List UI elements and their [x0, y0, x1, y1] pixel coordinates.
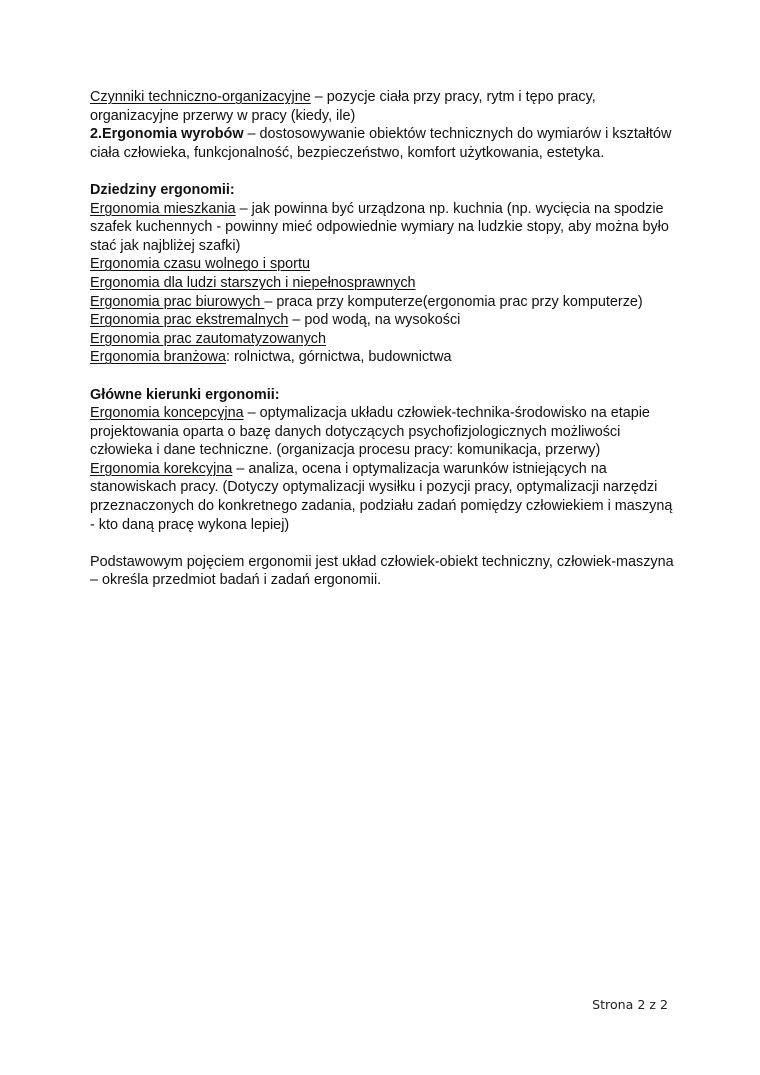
- page-content: [90, 88, 680, 590]
- paragraph-summary: Podstawowym pojęciem ergonomii jest układ człowiek-obiekt techniczny, człowiek-maszyna – określa przedmiot badań i zadań ergonomii.: [90, 553, 674, 589]
- text-koncepcyjna: – optymalizacja układu człowiek-technika-środowisko na etapie projektowania oparta o bazę danych dotyczących psychofizjologicznych możliwości człowieka i dane techniczne. (organizacja procesu pracy: komunikacja, przerwy): [90, 405, 650, 459]
- paragraph-ergonomia-wyrobow: [90, 125, 680, 162]
- heading-kierunki: Główne kierunki ergonomii:: [90, 386, 280, 403]
- page-number: Strona 2 z 2: [592, 997, 668, 1012]
- term-koncepcyjna: Ergonomia koncepcyjna: [90, 405, 244, 422]
- heading-dziedziny: Dziedziny ergonomii:: [90, 181, 235, 198]
- text-mieszkania: – jak powinna być urządzona np. kuchnia (np. wycięcia na spodzie szafek kuchennych - powinny mieć odpowiednie wymiary na ludzkie stopy, aby można było stać jak najbliżej szafki): [90, 200, 669, 254]
- term-branzowa: Ergonomia branżowa: [90, 349, 226, 366]
- term-prace-ekstremalne: Ergonomia prac ekstremalnych: [90, 312, 289, 329]
- text-ergonomia-wyrobow: – dostosowywanie obiektów technicznych do wymiarów i kształtów ciała człowieka, funkcjonalność, bezpieczeństwo, komfort użytkowania, estetyka.: [90, 126, 672, 161]
- term-czynniki: Czynniki techniczno-organizacyjne: [90, 89, 311, 105]
- list-item-prace-zautomatyzowane: [90, 330, 680, 349]
- list-item-korekcyjna: [90, 460, 680, 534]
- term-ludzie-starsi: Ergonomia dla ludzi starszych i niepełnosprawnych: [90, 274, 416, 291]
- list-item-prace-biurowe: [90, 293, 680, 312]
- list-item-prace-ekstremalne: [90, 311, 680, 330]
- text-korekcyjna: – analiza, ocena i optymalizacja warunków istniejących na stanowiskach pracy. (Dotyczy optymalizacji wysiłku i pozycji pracy, optymalizacji narzędzi przeznaczonych do konkretnego zadania, podziału zadań pomiędzy człowiekiem i maszyną - kto daną pracę wykona lepiej): [90, 460, 673, 533]
- term-mieszkania: Ergonomia mieszkania: [90, 200, 236, 217]
- list-item-koncepcyjna: [90, 404, 680, 460]
- text-czynniki: – pozycje ciała przy pracy, rytm i tępo pracy, organizacyjne przerwy w pracy (kiedy, ile): [90, 89, 596, 124]
- term-prace-biurowe: Ergonomia prac biurowych: [90, 293, 265, 310]
- list-item-czas-wolny: [90, 255, 680, 274]
- spacer: [90, 367, 680, 386]
- text-prace-ekstremalne: – pod wodą, na wysokości: [288, 312, 461, 329]
- spacer: [90, 534, 680, 553]
- text-prace-biurowe: – praca przy komputerze(ergonomia prac przy komputerze): [264, 293, 643, 310]
- spacer: [90, 162, 680, 181]
- list-item-mieszkania: [90, 200, 680, 256]
- list-item-branzowa: [90, 348, 680, 367]
- paragraph-czynniki: [90, 88, 680, 125]
- list-item-ludzie-starsi: [90, 274, 680, 293]
- term-prace-zautomatyzowane: Ergonomia prac zautomatyzowanych: [90, 330, 326, 347]
- text-branzowa: : rolnictwa, górnictwa, budownictwa: [226, 349, 452, 366]
- term-ergonomia-wyrobow: 2.Ergonomia wyrobów: [90, 126, 244, 143]
- term-korekcyjna: Ergonomia korekcyjna: [90, 460, 233, 477]
- term-czas-wolny: Ergonomia czasu wolnego i sportu: [90, 256, 310, 273]
